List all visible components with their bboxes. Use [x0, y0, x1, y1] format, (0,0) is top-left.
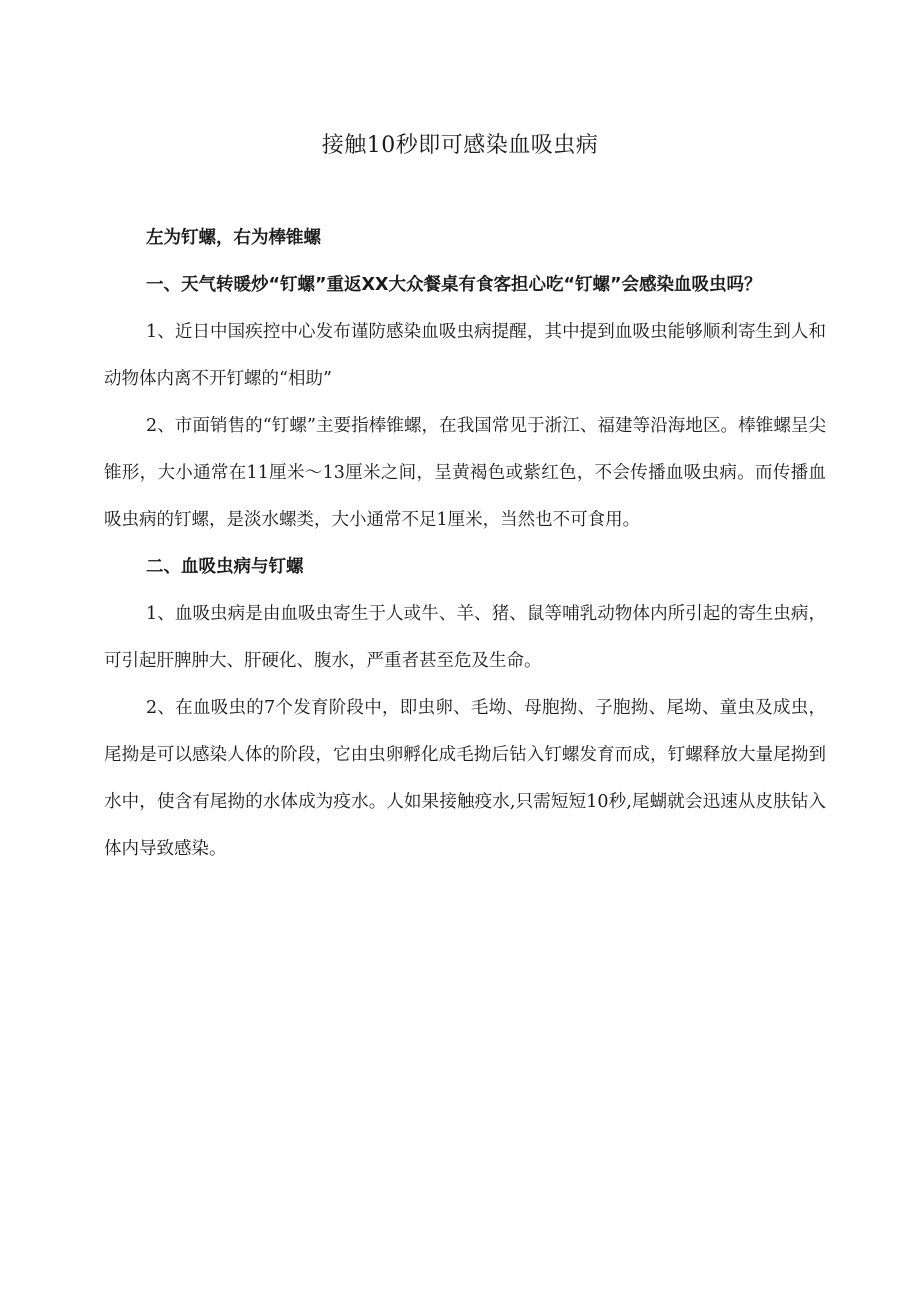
- document-title: 接触10秒即可感染血吸虫病: [321, 133, 599, 158]
- section-1-paragraph-1: 1、近日中国疾控中心发布谨防感染血吸虫病提醒，其中提到血吸虫能够顺利寄生到人和动物体内离不开钉螺的“相助”: [104, 322, 826, 389]
- image-caption: 左为钉螺，右为棒锥螺: [146, 228, 321, 248]
- section-2-heading: 二、血吸虫病与钉螺: [146, 557, 304, 577]
- section-1-heading: 一、天气转暖炒“钉螺”重返XX大众餐桌有食客担心吃“钉螺”会感染血吸虫吗？: [146, 275, 762, 295]
- section-2-paragraph-1: 1、血吸虫病是由血吸虫寄生于人或牛、羊、猪、鼠等哺乳动物体内所引起的寄生虫病，可引起肝脾肿大、肝硬化、腹水，严重者甚至危及生命。: [104, 604, 826, 671]
- section-1-paragraph-2: 2、市面销售的“钉螺”主要指棒锥螺，在我国常见于浙江、福建等沿海地区。棒锥螺呈尖锥形，大小通常在11厘米～13厘米之间，呈黄褐色或紫红色，不会传播血吸虫病。而传播血吸虫病的钉螺，是淡水螺类，大小通常不足1厘米，当然也不可食用。: [104, 416, 826, 530]
- document-body: [104, 215, 826, 873]
- section-2-paragraph-2: 2、在血吸虫的7个发育阶段中，即虫卵、毛坳、母胞拗、子胞拗、尾坳、童虫及成虫，尾拗是可以感染人体的阶段，它由虫卵孵化成毛拗后钻入钉螺发育而成，钉螺释放大量尾拗到水中，使含有尾拗的水体成为疫水。人如果接触疫水,只需短短10秒,尾蝴就会迅速从皮肤钻入体内导致感染。: [104, 698, 826, 859]
